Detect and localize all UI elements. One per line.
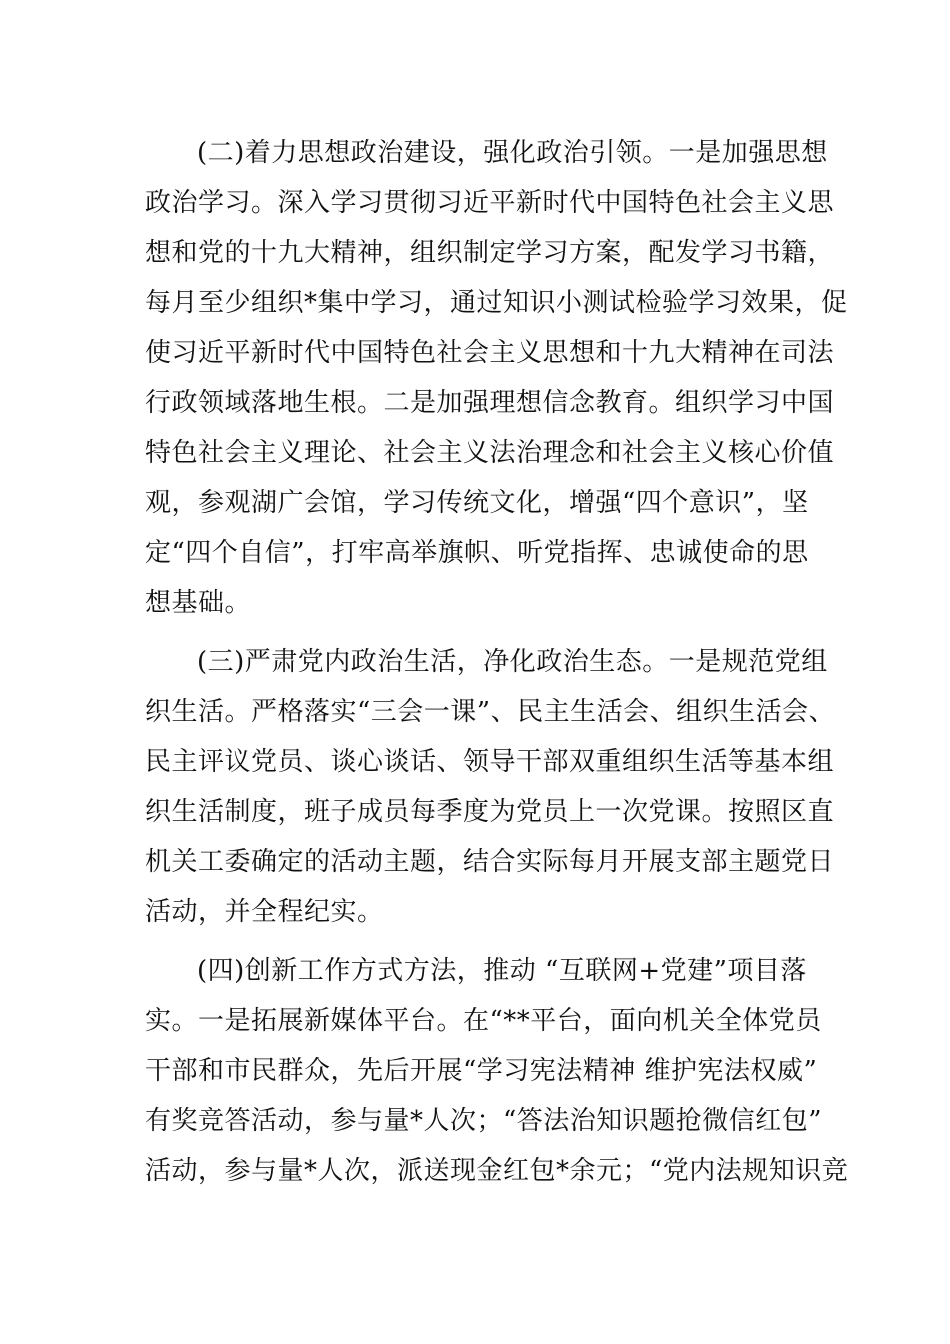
paragraph-line: 机关工委确定的活动主题，结合实际每月开展支部主题党日 — [145, 847, 835, 877]
paragraph-line: 使习近平新时代中国特色社会主义思想和十九大精神在司法 — [145, 338, 835, 368]
paragraph-line: 观，参观湖广会馆，学习传统文化，增强“四个意识”，坚 — [145, 488, 809, 518]
paragraph-line: 活动，并全程纪实。 — [145, 897, 384, 927]
paragraph-line: 有奖竞答活动，参与量*人次；“答法治知识题抢微信红包” — [145, 1106, 823, 1136]
paragraph-line: 实。一是拓展新媒体平台。在“**平台，面向机关全体党员 — [145, 1006, 822, 1036]
paragraph-line: 每月至少组织*集中学习，通过知识小测试检验学习效果，促 — [145, 288, 848, 318]
paragraph-line: (三)严肃党内政治生活，净化政治生态。一是规范党组 — [197, 647, 828, 677]
paragraph-line: 行政领域落地生根。二是加强理想信念教育。组织学习中国 — [145, 388, 835, 418]
paragraph-line: 特色社会主义理论、社会主义法治理念和社会主义核心价值 — [145, 438, 835, 468]
paragraph-line: 民主评议党员、谈心谈话、领导干部双重组织生活等基本组 — [145, 747, 835, 777]
paragraph-line: 定“四个自信”，打牢高举旗帜、听党指挥、忠诚使命的思 — [145, 538, 809, 568]
paragraph-line: (四)创新工作方式方法，推动 “互联网+党建”项目落 — [197, 956, 807, 986]
paragraph-line: 想和党的十九大精神，组织制定学习方案，配发学习书籍， — [145, 238, 835, 268]
paragraph-line: 活动，参与量*人次，派送现金红包*余元；“党内法规知识竞 — [145, 1156, 849, 1186]
paragraph-line: 政治学习。深入学习贯彻习近平新时代中国特色社会主义思 — [145, 188, 835, 218]
paragraph-line: (二)着力思想政治建设，强化政治引领。一是加强思想 — [197, 138, 828, 168]
paragraph-line: 想基础。 — [145, 588, 252, 618]
paragraph-line: 干部和市民群众，先后开展“学习宪法精神 维护宪法权威” — [145, 1056, 818, 1086]
paragraph-line: 织生活制度，班子成员每季度为党员上一次党课。按照区直 — [145, 797, 835, 827]
paragraph-line: 织生活。严格落实“三会一课”、民主生活会、组织生活会、 — [145, 697, 836, 727]
